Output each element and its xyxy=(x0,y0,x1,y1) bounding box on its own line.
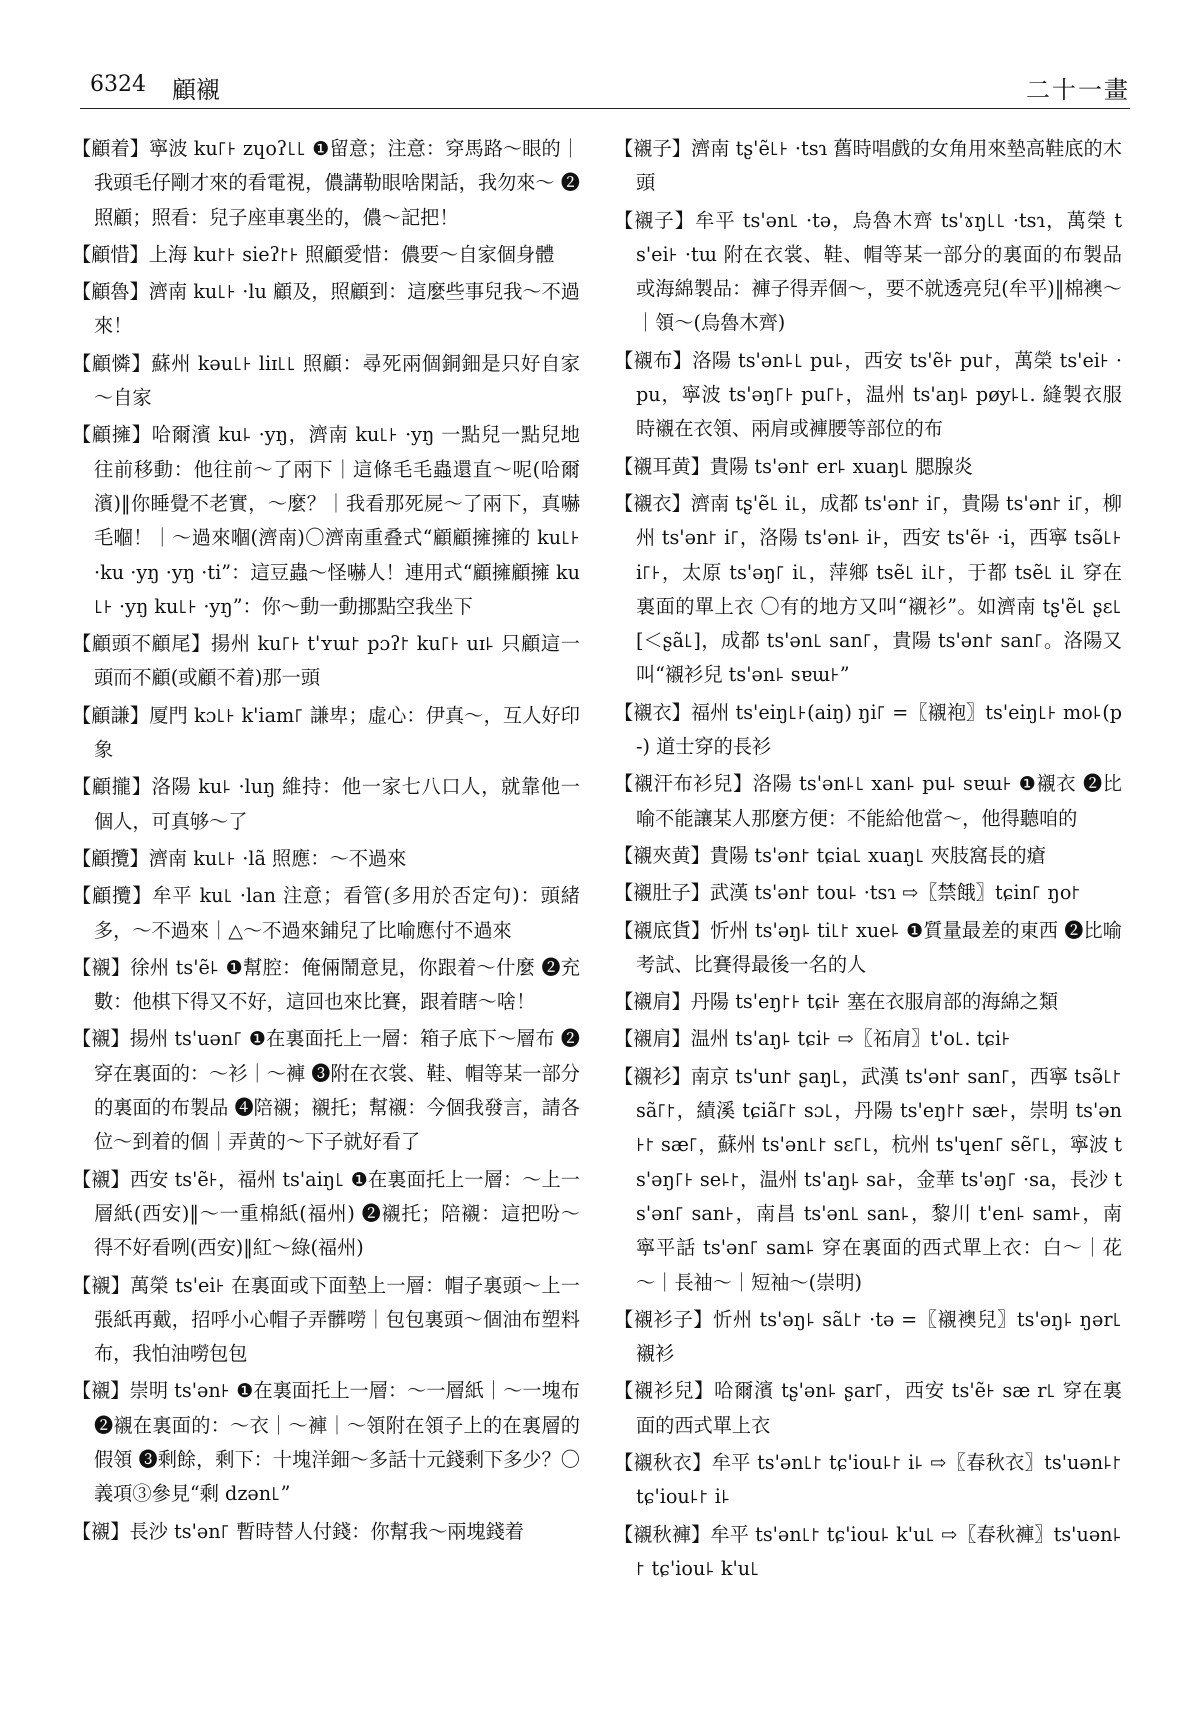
section-title: 二十一畫 xyxy=(1026,76,1130,104)
dictionary-entry: 【襯子】濟南 tʂ'ẽ꜖꜔ ·tsɿ 舊時唱戲的女角用來墊高鞋底的木頭 xyxy=(614,137,1122,195)
dictionary-entry: 【顧惜】上海 ku꜓꜔ sieʔ꜓꜔ 照顧愛惜：儂要～自家個身體 xyxy=(72,242,555,266)
dictionary-entry: 【襯衣】福州 ts'eiŋ꜖꜔(aiŋ) ŋi꜒ =〖襯袍〗ts'eiŋ꜖꜔ mo꜕(p-) 道士穿的長衫 xyxy=(614,700,1122,759)
dictionary-entry: 【襯衫子】忻州 ts'əŋ꜕ sã꜖꜓ ·tə =〖襯襖兒〗ts'əŋ꜕ ŋər꜖ 襯衫 xyxy=(614,1307,1122,1366)
dictionary-entry: 【顧攬】濟南 ku꜖꜔ ·lã 照應：～不過來 xyxy=(72,846,407,870)
dictionary-entry: 【襯子】牟平 ts'ən꜖ ·tə，烏魯木齊 ts'ɤŋ꜖꜖ ·tsɿ，萬榮 ts'ei꜔ ·tɯ 附在衣裳、鞋、帽等某一部分的裏面的布製品或海綿製品：褲子得弄個～，要不就透亮兒(牟平)‖棉襖～｜領～(烏魯木齊) xyxy=(614,208,1122,335)
dictionary-entry: 【襯肚子】武漢 ts'ən꜓ tou꜕ ·tsɿ ⇨〖禁餓〗tɕin꜒ ŋo꜓ xyxy=(614,881,1081,905)
dictionary-entry: 【顧攬】牟平 ku꜖ ·lan 注意；看管(多用於否定句)：頭緒多，～不過來｜△～不過來鋪兒了比喻應付不過來 xyxy=(72,884,580,942)
dictionary-entry: 【襯】萬榮 ts'ei꜔ 在裏面或下面墊上一層：帽子裏頭～上一張紙再戴，招呼小心帽子弄髒嘮｜包包裏頭～個油布塑料布，我怕油嘮包包 xyxy=(72,1273,580,1366)
dictionary-entry: 【襯】西安 ts'ẽ꜔，福州 ts'aiŋ꜖ ❶在裏面托上一層：～上一層紙(西安)‖～一重棉紙(福州) ❷襯托；陪襯：這把吩～得不好看咧(西安)‖紅～綠(福州) xyxy=(72,1167,580,1260)
dictionary-entry: 【襯夾黄】貴陽 ts'ən꜓ tɕia꜖ xuaŋ꜖ 夾肢窩長的瘡 xyxy=(614,843,1046,867)
dictionary-entry: 【顧魯】濟南 ku꜖꜔ ·lu 顧及，照顧到：這麼些事兒我～不過來！ xyxy=(72,280,580,338)
dictionary-entry: 【襯汗布衫兒】洛陽 ts'ən꜕꜖ xan꜕ pu꜕ sɐɯ꜔ ❶襯衣 ❷比喻不能讓某人那麼方便：不能給他當～，他得聽咱的 xyxy=(614,772,1122,830)
page-title: 顧襯 xyxy=(172,76,220,104)
dictionary-entry: 【顧憐】蘇州 kəu꜖꜔ liɪ꜖꜖ 照顧：尋死兩個銅鈿是只好自家～自家 xyxy=(72,351,580,410)
page-header xyxy=(80,64,1130,104)
dictionary-entry: 【襯】揚州 ts'uən꜒ ❶在裏面托上一層：箱子底下～層布 ❷穿在裏面的：～衫｜～褲 ❸附在衣裳、鞋、帽等某一部分的裏面的布製品 ❹陪襯；襯托；幫襯：今個我發言，請各位～到着的個｜弄黄的～下子就好看了 xyxy=(72,1027,580,1154)
page-number: 6324 xyxy=(90,72,146,97)
dictionary-entry: 【襯布】洛陽 ts'ən꜕꜖ pu꜕，西安 ts'ẽ꜔ pu꜓，萬榮 ts'ei꜔ ·pu，寧波 ts'əŋ꜒꜔ pu꜒꜔，温州 ts'aŋ꜕ pøy꜕꜖. 縫製衣服時襯在衣領、兩肩或褲腰等部位的布 xyxy=(614,348,1122,441)
dictionary-entry: 【襯衫兒】哈爾濱 tʂ'ən꜕ ʂar꜒，西安 ts'ẽ꜔ sæ r꜖ 穿在裏面的西式單上衣 xyxy=(614,1379,1122,1437)
left-column xyxy=(72,132,580,1702)
dictionary-entry: 【顧謙】厦門 kɔ꜖꜔ k'iam꜒ 謙卑；虛心：伊真～，互人好印象 xyxy=(72,703,580,762)
dictionary-entry: 【顧着】寧波 ku꜒꜔ zɥoʔ꜖꜖ ❶留意；注意：穿馬路～眼的｜我頭毛仔剛才來的看電視，儂講勒眼啥閑話，我勿來～ ❷照顧；照看：兒子座車裏坐的，儂～記把！ xyxy=(72,137,580,229)
dictionary-entry: 【襯底貨】忻州 ts'əŋ꜕ ti꜖꜓ xue꜕ ❶質量最差的東西 ❷比喻考試、比賽得最後一名的人 xyxy=(614,918,1122,976)
dictionary-entry: 【襯肩】温州 ts'aŋ꜕ tɕi꜔ ⇨〖祏肩〗t'o꜖. tɕi꜔ xyxy=(614,1027,1011,1051)
dictionary-entry: 【襯衣】濟南 tʂ'ẽ꜖ i꜖，成都 ts'ən꜓ i꜒，貴陽 ts'ən꜓ i꜒，柳州 ts'ən꜓ i꜒，洛陽 ts'ən꜕ i꜔，西安 ts'ẽ꜔ ·i，西寧 tsə̃꜖꜔ i꜒꜔，太原 ts'əŋ꜒ i꜖，萍鄉 tsẽ꜖ i꜖꜓，于都 tsẽ꜖ i꜖ 穿在裏面的單上衣 〇有的地方又叫“襯衫”。如濟南 tʂ'ẽ꜖ ʂɛ꜖[＜ʂã꜖]，成都 ts'ən꜖ san꜒，貴陽 ts'ən꜓ san꜒。洛陽又叫“襯衫兒 ts'ən꜕ sɐɯ꜔” xyxy=(614,491,1122,687)
dictionary-entry: 【顧擁】哈爾濱 ku꜕ ·yŋ，濟南 ku꜖꜔ ·yŋ 一點兒一點兒地往前移動：他往前～了兩下｜這條毛毛蟲還直～呢(哈爾濱)‖你睡覺不老實，～麼？｜我看那死屍～了兩下，真嚇毛嗰！｜～過來嗰(濟南)〇濟南重叠式“顧顧擁擁的 ku꜖꜔ ·ku ·yŋ ·yŋ ·ti”：這豆蟲～怪嚇人！連用式“顧擁顧擁 ku꜖꜔ ·yŋ ku꜖꜔ ·yŋ”：你～動一動挪點空我坐下 xyxy=(72,423,580,618)
right-column xyxy=(614,132,1122,1702)
dictionary-entry: 【襯秋褲】牟平 ts'ən꜖꜓ tɕ'iou꜕ k'u꜖ ⇨〖春秋褲〗ts'uən꜕꜓ tɕ'iou꜕ k'u꜖ xyxy=(614,1522,1122,1580)
header-rule xyxy=(80,108,1130,109)
dictionary-entry: 【襯秋衣】牟平 ts'ən꜖꜓ tɕ'iou꜕꜓ i꜕ ⇨〖春秋衣〗ts'uən꜕꜓ tɕ'iou꜕꜓ i꜕ xyxy=(614,1450,1122,1509)
dictionary-entry: 【襯】徐州 ts'ẽ꜕ ❶幫腔：俺倆鬧意見，你跟着～什麼 ❷充數：他棋下得又不好，這回也來比賽，跟着瞎～啥！ xyxy=(72,955,580,1014)
dictionary-entry: 【顧攏】洛陽 ku꜕ ·luŋ 維持：他一家七八口人，就靠他一個人，可真够～了 xyxy=(72,775,580,833)
dictionary-entry: 【襯】崇明 ts'ən꜔ ❶在裏面托上一層：～一層紙｜～一塊布 ❷襯在裏面的：～衣｜～褲｜～領附在領子上的在裏層的假領 ❸剩餘，剩下：十塊洋鈿～多話十元錢剩下多少？〇義項③參見“剩 dzən꜖” xyxy=(72,1379,580,1506)
dictionary-entry: 【襯衫】南京 ts'un꜓ ʂaŋ꜖，武漢 ts'ən꜓ san꜒，西寧 tsə̃꜖꜓ sã꜒꜓，績溪 tɕiã꜒꜓ sɔ꜖，丹陽 ts'eŋ꜓꜓ sæ꜔，崇明 ts'ən꜔꜓ sæ꜒，蘇州 ts'ən꜖꜓ sɛ꜒꜖，杭州 ts'ɥen꜒ sẽ꜒꜖，寧波 ts'əŋ꜒꜔ se꜕꜓，温州 ts'aŋ꜕ sa꜔，金華 ts'əŋ꜒ ·sa，長沙 ts'ən꜒ san꜔，南昌 ts'ən꜖ san꜕，黎川 t'en꜕ sam꜔，南寧平話 ts'ən꜒ sam꜕ 穿在裏面的西式單上衣：白～｜花～｜長袖～｜短袖～(崇明) xyxy=(614,1064,1122,1294)
dictionary-entry: 【顧頭不顧尾】揚州 ku꜒꜔ t'ʏɯ꜓ pɔʔ꜓ ku꜒꜔ uɪ꜕ 只顧這一頭而不顧(或顧不着)那一頭 xyxy=(72,632,580,690)
dictionary-entry: 【襯肩】丹陽 ts'eŋ꜓꜔ tɕi꜔ 塞在衣服肩部的海綿之類 xyxy=(614,990,1059,1014)
dictionary-entry: 【襯】長沙 ts'ən꜒ 暫時替人付錢：你幫我～兩塊錢着 xyxy=(72,1519,524,1543)
dictionary-entry: 【襯耳黄】貴陽 ts'ən꜓ er꜕ xuaŋ꜖ 腮腺炎 xyxy=(614,454,973,478)
